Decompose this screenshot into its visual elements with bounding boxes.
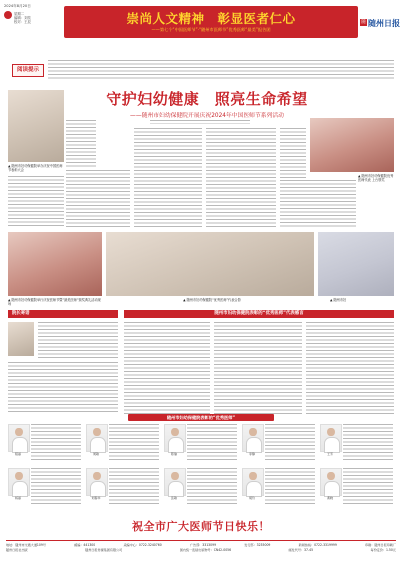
profile-bio (265, 468, 315, 506)
profile-photo (164, 424, 186, 452)
photo-group (106, 232, 314, 296)
footer-distribution-phone: 发行部：3235009 (244, 543, 271, 547)
photo-caption-3: ▲ 随州市妇幼保健院举行庆祝医师节暨“最美医师”颁奖典礼活动现场 (8, 298, 101, 306)
speeches-label: 随州市妇幼保健院表彰的“优秀医师”代表感言 (214, 311, 304, 316)
profiles-header (128, 414, 274, 421)
footer-postcode: 邮编：441300 (74, 543, 96, 547)
photo-caption-4: ▲ 随州市妇幼保健院“优秀医师”代表合影 (183, 298, 241, 302)
speeches-header (124, 310, 394, 318)
profiles-grid (8, 424, 394, 510)
masthead (0, 0, 402, 44)
profile-photo (320, 424, 342, 452)
footer-address: 地址：随州市交通大道109号 (6, 543, 46, 547)
profile-card (242, 468, 316, 508)
profile-card (8, 424, 82, 464)
reading-tip-label (12, 64, 44, 77)
profile-name: 陈瑜 (170, 452, 177, 456)
banner-subtitle: ——第七个“中国医师节”·“随州市医师节”优秀医师“最美”报告团 (151, 27, 271, 32)
feature-side-text (66, 120, 96, 168)
photo-caption-2: ▲ 随州市妇幼保健院优秀医师代表 上台领奖 (358, 174, 394, 182)
logo-seal: 随 (361, 20, 366, 25)
footer-row-2 (6, 548, 396, 553)
director-section-label: 院长寄语 (12, 311, 30, 316)
profile-bio (31, 468, 81, 506)
photo-podium (310, 118, 394, 172)
feature-text-col-1 (66, 170, 130, 228)
profile-card (320, 424, 394, 464)
profile-name: 杨丽 (14, 496, 21, 500)
profile-name: 黄晓 (326, 496, 333, 500)
banner-title: 崇尚人文精神 彰显医者仁心 (126, 11, 296, 26)
profile-card (320, 468, 394, 508)
profile-name: 李静 (248, 452, 255, 456)
masthead-meta-line-2: 编辑：刘奕 (14, 16, 31, 20)
profile-bio (343, 468, 393, 506)
profile-bio (109, 468, 159, 506)
profile-name: 程丽 (14, 452, 21, 456)
feature-text-col-1b (8, 176, 64, 228)
profile-photo (242, 424, 264, 452)
profile-photo (8, 468, 30, 496)
feature-byline (150, 120, 250, 124)
profile-photo (320, 468, 342, 496)
profile-card (86, 468, 160, 508)
page-number-badge (4, 11, 12, 19)
profile-bio (343, 424, 393, 462)
feature-text-col-4 (280, 128, 306, 178)
profile-photo (86, 424, 108, 452)
photo-stage-event (8, 232, 102, 296)
profile-card (242, 424, 316, 464)
footer-price: 每份定价：1.50元 (370, 548, 396, 552)
footer (6, 543, 396, 567)
profile-name: 王芳 (326, 452, 333, 456)
footer-hotline: 新闻热线：0722-3319999 (298, 543, 337, 547)
director-text-1 (38, 322, 118, 358)
profile-name: 刘春华 (91, 496, 101, 500)
profile-photo (164, 468, 186, 496)
profile-card (164, 424, 238, 464)
masthead-meta (4, 4, 62, 24)
footer-ad-phone: 广告部：3313099 (189, 543, 217, 547)
speech-col-2 (214, 322, 302, 414)
profile-card (164, 468, 238, 508)
director-text-2 (8, 362, 118, 412)
feature-subtitle: ——随州市妇幼保健院开展庆祝2024年中国医师节系列活动 (130, 113, 284, 119)
footer-rule (6, 540, 396, 541)
footer-serial-number: 国内统一连续出版物号：CN42-0056 (179, 548, 232, 552)
photo-caption-1: ▲ 随州市妇幼保健院举办庆祝中国医师节表彰大会 (8, 164, 63, 172)
feature-title: 守护妇幼健康 照亮生命希望 (106, 90, 308, 108)
newspaper-logo (360, 18, 398, 36)
feature-text-col-3 (206, 128, 276, 228)
profile-name: 张敏 (170, 496, 177, 500)
footer-printer: 印刷：随州日报印刷厂 (365, 543, 396, 547)
profile-bio (109, 424, 159, 462)
reading-tip-label-text: 阅读提示 (16, 67, 39, 73)
speech-col-1 (124, 322, 210, 414)
photo-award-ceremony (8, 90, 64, 162)
footer-editorial-phone: 采编中心：0722-3240760 (123, 543, 162, 547)
speech-col-3 (306, 322, 394, 414)
footer-postal-code: 邮发代号：37-45 (288, 548, 314, 552)
profile-bio (265, 424, 315, 462)
masthead-meta-line-1: 星期二 (14, 12, 25, 16)
footer-company: 随州日报传媒集团有限公司 (85, 548, 123, 552)
profile-photo (86, 468, 108, 496)
profile-bio (187, 424, 237, 462)
closing-banner: 祝全市广大医师节日快乐！ (132, 520, 270, 533)
profile-bio (187, 468, 237, 506)
photo-caption-5: ▲ 随州市妇 (330, 298, 347, 302)
profile-name: 周敏 (92, 452, 99, 456)
issue-date: 2024年8月20日 (4, 4, 31, 8)
profile-name: 胡玲 (248, 496, 255, 500)
photo-honor-wall (318, 232, 394, 296)
masthead-meta-line-3: 校对：王辰 (14, 20, 31, 24)
photo-director-portrait (8, 322, 34, 356)
profiles-label: 随州市妇幼保健院表彰的“优秀医师” (166, 415, 236, 420)
reading-tip-text (48, 60, 394, 80)
profile-bio (31, 424, 81, 462)
feature-text-col-5 (280, 180, 356, 228)
profile-photo (242, 468, 264, 496)
profile-card (86, 424, 160, 464)
feature-text-col-2 (134, 128, 202, 228)
profile-card (8, 468, 82, 508)
footer-publisher: 随州日报社出版 (6, 548, 28, 552)
profile-photo (8, 424, 30, 452)
logo-text: 随州日报 (368, 18, 400, 28)
director-section-header (8, 310, 118, 318)
